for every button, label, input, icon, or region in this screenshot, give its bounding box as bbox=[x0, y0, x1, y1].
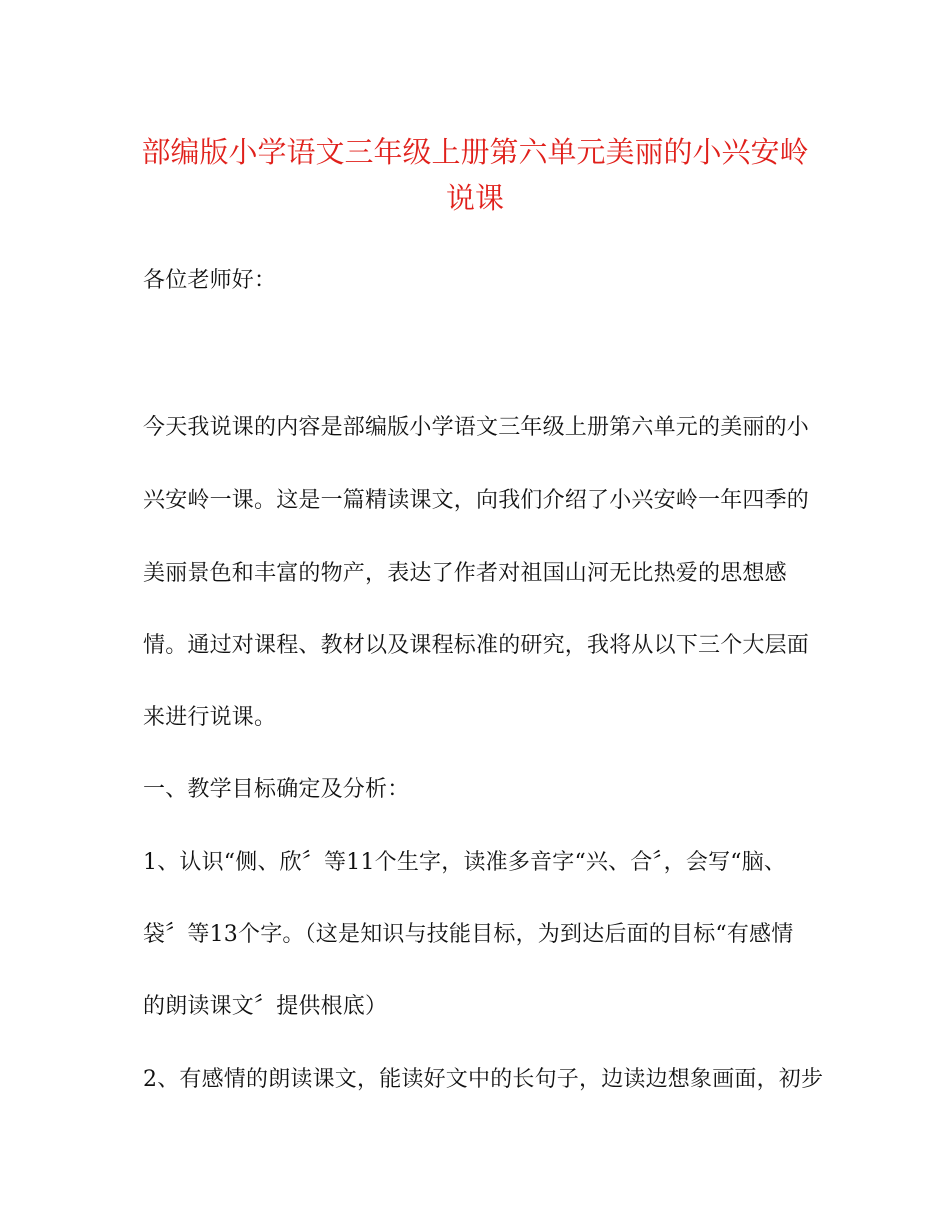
goal-item-1-line: 袋〞等13个字。（这是知识与技能目标，为到达后面的目标“有感情 bbox=[143, 922, 794, 947]
goal-item-2-line: 2、有感情的朗读课文，能读好文中的长句子，边读边想象画面，初步 bbox=[143, 1067, 824, 1092]
goal-item-1-line: 1、认识“侧、欣〞等11个生字，读准多音字“兴、合〞，会写“脑、 bbox=[143, 850, 787, 875]
section-heading: 一、教学目标确定及分析： bbox=[143, 777, 410, 802]
paragraph-line: 美丽景色和丰富的物产，表达了作者对祖国山河无比热爱的思想感 bbox=[143, 561, 787, 586]
document-title-line-1: 部编版小学语文三年级上册第六单元美丽的小兴安岭 bbox=[141, 135, 809, 169]
paragraph-line: 今天我说课的内容是部编版小学语文三年级上册第六单元的美丽的小 bbox=[143, 415, 810, 440]
document-title-line-2: 说课 bbox=[445, 181, 504, 215]
paragraph-line: 兴安岭一课。这是一篇精读课文，向我们介绍了小兴安岭一年四季的 bbox=[143, 488, 810, 513]
paragraph-line: 情。通过对课程、教材以及课程标准的研究，我将从以下三个大层面 bbox=[143, 633, 810, 658]
paragraph-line: 来进行说课。 bbox=[143, 705, 277, 730]
greeting: 各位老师好： bbox=[143, 268, 277, 293]
goal-item-1-line: 的朗读课文〞提供根底） bbox=[143, 994, 388, 1019]
